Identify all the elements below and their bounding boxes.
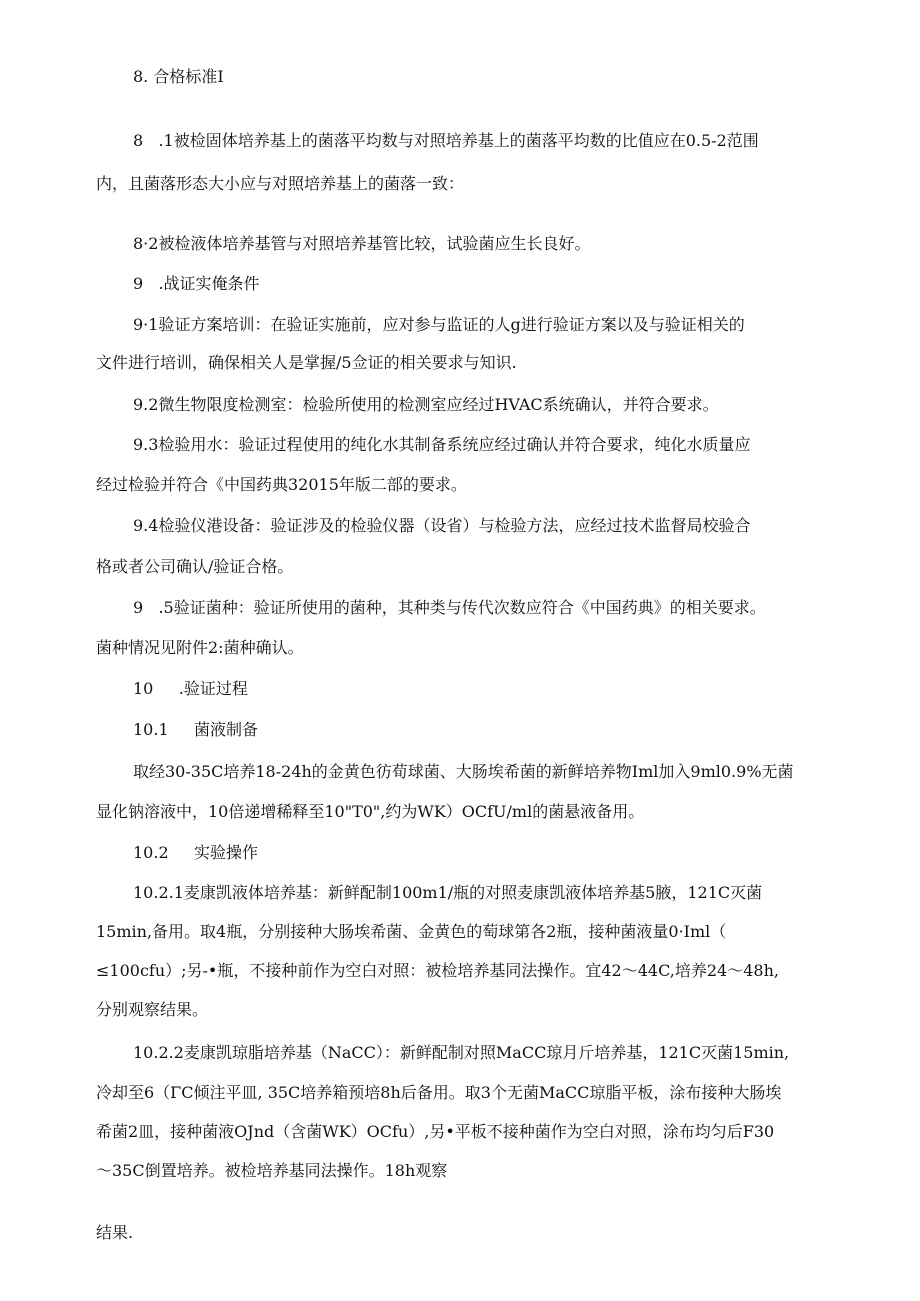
clause-9-2: 9.2微生物限度检测室：检验所使用的检测室应经过HVAC系统确认，并符合要求。 — [133, 395, 719, 414]
clause-10-2-1-line-1: 10.2.1麦康凯液体培养基：新鲜配制100m1/瓶的对照麦康凯液体培养基5腋，121C灭菌 — [133, 883, 763, 902]
clause-10-2-2-line-4: ～35C倒置培养。被检培养基同法操作。18h观察 — [96, 1161, 448, 1180]
clause-9-5-line-1: 9 .5验证菌种：验证所使用的菌种，其种类与传代次数应符合《中国药典》的相关要求。 — [133, 598, 766, 617]
clause-8-1-line-1: 8 .1被检固体培养基上的菌落平均数与对照培养基上的菌落平均数的比值应在0.5-2范围 — [133, 131, 759, 150]
section-8-heading: 8. 合格标准I — [133, 67, 224, 86]
clause-9-4-line-1: 9.4检验仪港设备：验证涉及的检验仪器（设省）与检验方法，应经过技术监督局校验合 — [133, 516, 751, 535]
clause-10-1-line-1: 取经30-35C培养18-24h的金黄色彷荀球菌、大肠埃希菌的新鲜培养物Iml加入9ml0.9%无菌 — [133, 762, 794, 781]
clause-10-1-line-2: 显化钠溶液中，10倍递增稀释至10"T0",约为WK）OCfU/ml的菌悬液备用。 — [96, 802, 645, 821]
clause-10-2-2-line-2: 冷却至6（ΓC倾注平皿, 35C培养箱预培8h后备用。取3个无菌MaCC琼脂平板，涂布接种大肠埃 — [96, 1083, 782, 1102]
clause-10-2-2-line-5: 结果. — [96, 1223, 134, 1242]
section-10-2-heading: 10.2 实验操作 — [133, 843, 259, 862]
clause-8-1-line-2: 内，且菌落形态大小应与对照培养基上的菌落一致： — [96, 174, 465, 193]
section-9-heading: 9 .战证实俺条件 — [133, 274, 260, 293]
clause-9-3-line-2: 经过检验并符合《中国药典32015年版二部的要求。 — [96, 475, 467, 494]
clause-9-1-line-1: 9·1验证方案培训：在验证实施前，应对参与监证的人g进行验证方案以及与验证相关的 — [133, 315, 745, 334]
clause-9-1-line-2: 文件进行培训，确保相关人是掌握/5佥证的相关要求与知识. — [96, 353, 517, 372]
section-10-heading: 10 .验证过程 — [133, 679, 248, 698]
clause-10-2-1-line-4: 分别观察结果。 — [96, 1000, 209, 1019]
clause-8-2: 8·2被检液体培养基管与对照培养基管比较，试验菌应生长良好。 — [133, 234, 591, 253]
clause-9-3-line-1: 9.3检验用水：验证过程使用的纯化水其制备系统应经过确认并符合要求，纯化水质量应 — [133, 435, 751, 454]
clause-10-2-1-line-2: 15min,备用。取4瓶，分别接种大肠埃希菌、金黄色的萄球第各2瓶，接种菌液量0·Iml（ — [96, 922, 727, 941]
clause-10-2-2-line-1: 10.2.2麦康凯琼脂培养基（NaCC）：新鲜配制对照MaCC琼月斤培养基，121C灭菌15min, — [133, 1043, 790, 1062]
section-10-1-heading: 10.1 菌液制备 — [133, 720, 259, 739]
clause-9-5-line-2: 菌种情况见附件2:菌种确认。 — [96, 638, 304, 657]
clause-10-2-2-line-3: 希菌2皿，接种菌液OJnd（含菌WK）OCfu）,另•平板不接种菌作为空白对照，涂布均匀后F30 — [96, 1122, 775, 1141]
clause-9-4-line-2: 格或者公司确认/验证合格。 — [96, 557, 294, 576]
clause-10-2-1-line-3: ≤100cfu）;另-•瓶，不接种前作为空白对照：被检培养基同法操作。宜42～44C,培养24～48h, — [96, 961, 779, 980]
